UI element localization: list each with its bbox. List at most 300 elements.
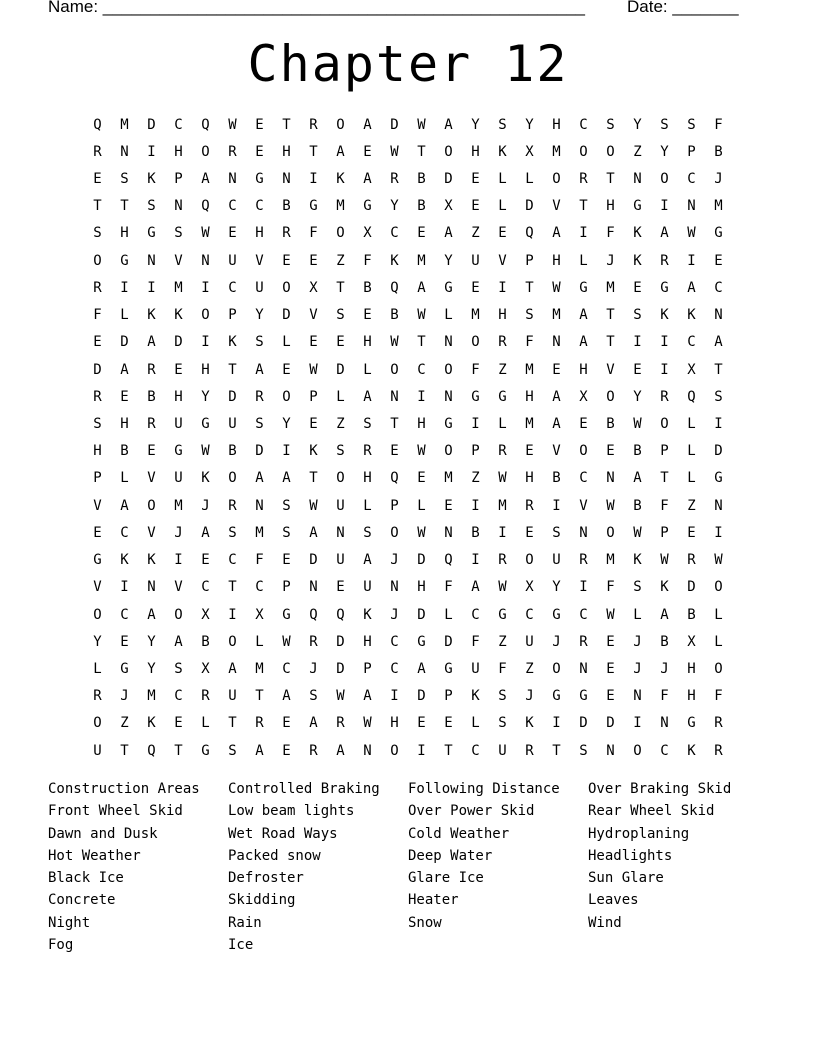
grid-letter: H	[201, 361, 210, 378]
grid-letter: G	[471, 388, 480, 405]
grid-letter: J	[390, 606, 399, 623]
grid-letter: K	[633, 552, 642, 569]
grid-letter: V	[579, 497, 588, 514]
grid-letter: K	[228, 334, 237, 351]
grid-letter: G	[363, 198, 372, 215]
grid-letter: T	[282, 116, 291, 133]
grid-letter: O	[660, 416, 669, 433]
grid-letter: G	[444, 416, 453, 433]
grid-letter: M	[498, 497, 507, 514]
grid-letter: Y	[390, 198, 399, 215]
grid-letter: L	[93, 660, 102, 677]
grid-letter: K	[687, 742, 696, 759]
grid-letter: O	[201, 307, 210, 324]
grid-letter: C	[120, 524, 129, 541]
grid-letter: F	[255, 552, 264, 569]
grid-letter: K	[471, 688, 480, 705]
grid-letter: Y	[525, 116, 534, 133]
grid-letter: A	[444, 225, 453, 242]
grid-letter: U	[336, 552, 345, 569]
grid-letter: H	[282, 143, 291, 160]
grid-letter: N	[228, 171, 237, 188]
grid-letter: F	[93, 307, 102, 324]
grid-letter: D	[606, 715, 615, 732]
grid-letter: Q	[687, 388, 696, 405]
grid-letter: A	[417, 279, 426, 296]
grid-letter: T	[606, 334, 615, 351]
grid-letter: T	[579, 198, 588, 215]
grid-letter: H	[93, 443, 102, 460]
grid-letter: B	[201, 633, 210, 650]
grid-letter: I	[147, 143, 156, 160]
grid-letter: G	[660, 279, 669, 296]
grid-letter: O	[579, 143, 588, 160]
grid-letter: E	[606, 688, 615, 705]
grid-letter: N	[147, 252, 156, 269]
grid-letter: A	[552, 388, 561, 405]
grid-letter: E	[417, 715, 426, 732]
grid-letter: K	[147, 171, 156, 188]
grid-letter: S	[147, 198, 156, 215]
header	[48, 0, 748, 17]
grid-letter: O	[444, 143, 453, 160]
grid-letter: U	[93, 742, 102, 759]
grid-letter: B	[120, 443, 129, 460]
grid-letter: G	[633, 198, 642, 215]
grid-letter: I	[552, 715, 561, 732]
grid-letter: V	[147, 470, 156, 487]
grid-letter: G	[309, 198, 318, 215]
grid-letter: I	[498, 524, 507, 541]
grid-letter: C	[174, 688, 183, 705]
grid-letter: A	[363, 688, 372, 705]
word-list-item: Night	[48, 914, 91, 931]
grid-letter: O	[174, 606, 183, 623]
grid-letter: Y	[255, 307, 264, 324]
grid-letter: J	[660, 660, 669, 677]
grid-letter: R	[201, 688, 210, 705]
grid-letter: S	[633, 579, 642, 596]
grid-letter: B	[471, 524, 480, 541]
grid-letter: G	[174, 443, 183, 460]
grid-letter: D	[336, 633, 345, 650]
grid-letter: E	[336, 334, 345, 351]
grid-letter: A	[714, 334, 723, 351]
grid-letter: W	[552, 279, 561, 296]
grid-letter: H	[174, 388, 183, 405]
grid-letter: W	[282, 633, 291, 650]
grid-letter: H	[174, 143, 183, 160]
grid-letter: U	[525, 633, 534, 650]
grid-letter: L	[363, 361, 372, 378]
grid-letter: R	[714, 715, 723, 732]
grid-letter: A	[444, 116, 453, 133]
grid-letter: E	[471, 198, 480, 215]
grid-letter: N	[363, 742, 372, 759]
grid-letter: N	[336, 524, 345, 541]
grid-letter: A	[660, 606, 669, 623]
grid-letter: D	[390, 116, 399, 133]
grid-letter: Q	[201, 198, 210, 215]
grid-letter: A	[174, 633, 183, 650]
grid-letter: N	[120, 143, 129, 160]
grid-letter: L	[282, 334, 291, 351]
word-list-item: Snow	[408, 914, 442, 931]
word-list-item: Over Power Skid	[408, 803, 535, 820]
grid-letter: C	[120, 606, 129, 623]
grid-letter: I	[552, 497, 561, 514]
grid-letter: G	[579, 279, 588, 296]
grid-letter: B	[390, 307, 399, 324]
grid-letter: X	[201, 606, 210, 623]
grid-letter: N	[714, 307, 723, 324]
grid-letter: C	[228, 552, 237, 569]
grid-letter: T	[309, 143, 318, 160]
grid-letter: F	[309, 225, 318, 242]
grid-letter: B	[417, 198, 426, 215]
grid-letter: R	[93, 143, 102, 160]
grid-letter: L	[714, 633, 723, 650]
word-list-item: Leaves	[588, 892, 639, 909]
grid-letter: H	[417, 416, 426, 433]
grid-letter: Q	[444, 552, 453, 569]
grid-letter: S	[120, 171, 129, 188]
grid-letter: H	[363, 633, 372, 650]
grid-letter: P	[660, 524, 669, 541]
grid-letter: G	[201, 416, 210, 433]
word-list-item: Wind	[588, 914, 622, 931]
grid-letter: W	[417, 307, 426, 324]
grid-letter: O	[390, 524, 399, 541]
grid-letter: N	[633, 688, 642, 705]
grid-letter: Z	[471, 470, 480, 487]
grid-letter: I	[498, 279, 507, 296]
grid-letter: T	[174, 742, 183, 759]
grid-letter: O	[444, 443, 453, 460]
grid-letter: G	[714, 225, 723, 242]
grid-letter: E	[525, 524, 534, 541]
grid-letter: P	[525, 252, 534, 269]
grid-letter: C	[255, 198, 264, 215]
grid-letter: S	[174, 225, 183, 242]
grid-letter: I	[579, 225, 588, 242]
grid-letter: I	[417, 388, 426, 405]
grid-letter: O	[633, 742, 642, 759]
grid-letter: I	[660, 334, 669, 351]
grid-letter: G	[579, 688, 588, 705]
grid-letter: H	[498, 307, 507, 324]
grid-letter: L	[120, 470, 129, 487]
grid-letter: G	[498, 388, 507, 405]
grid-letter: B	[606, 416, 615, 433]
word-list	[48, 778, 768, 956]
grid-letter: E	[390, 443, 399, 460]
grid-letter: O	[93, 715, 102, 732]
grid-letter: A	[282, 688, 291, 705]
grid-letter: M	[552, 307, 561, 324]
grid-letter: I	[471, 497, 480, 514]
grid-letter: S	[255, 416, 264, 433]
grid-letter: L	[471, 715, 480, 732]
grid-letter: P	[174, 171, 183, 188]
grid-letter: M	[255, 524, 264, 541]
grid-letter: U	[255, 279, 264, 296]
grid-letter: P	[228, 307, 237, 324]
grid-letter: E	[471, 279, 480, 296]
grid-letter: L	[120, 307, 129, 324]
grid-letter: S	[525, 307, 534, 324]
grid-letter: Y	[147, 633, 156, 650]
grid-letter: E	[417, 470, 426, 487]
grid-letter: Q	[309, 606, 318, 623]
grid-letter: C	[390, 225, 399, 242]
grid-letter: W	[417, 116, 426, 133]
grid-letter: O	[93, 606, 102, 623]
grid-letter: M	[444, 470, 453, 487]
grid-letter: H	[417, 579, 426, 596]
grid-letter: P	[687, 143, 696, 160]
grid-letter: O	[471, 334, 480, 351]
grid-letter: S	[498, 116, 507, 133]
grid-letter: H	[363, 470, 372, 487]
grid-letter: U	[174, 470, 183, 487]
grid-letter: A	[147, 606, 156, 623]
grid-letter: G	[417, 633, 426, 650]
grid-letter: Y	[282, 416, 291, 433]
grid-letter: B	[633, 443, 642, 460]
grid-letter: G	[201, 742, 210, 759]
grid-letter: O	[228, 470, 237, 487]
grid-letter: R	[525, 497, 534, 514]
grid-letter: C	[579, 116, 588, 133]
grid-letter: W	[633, 416, 642, 433]
grid-letter: D	[525, 198, 534, 215]
grid-letter: C	[471, 742, 480, 759]
grid-letter: X	[363, 225, 372, 242]
grid-letter: R	[93, 388, 102, 405]
grid-letter: D	[336, 361, 345, 378]
grid-letter: J	[120, 688, 129, 705]
word-list-item: Concrete	[48, 892, 116, 909]
grid-letter: L	[687, 416, 696, 433]
grid-letter: E	[255, 143, 264, 160]
grid-letter: Y	[201, 388, 210, 405]
word-list-item: Sun Glare	[588, 870, 664, 887]
grid-letter: O	[714, 660, 723, 677]
grid-letter: W	[417, 524, 426, 541]
grid-letter: O	[390, 742, 399, 759]
grid-letter: G	[93, 552, 102, 569]
grid-letter: T	[660, 470, 669, 487]
grid-letter: E	[525, 443, 534, 460]
grid-letter: W	[363, 715, 372, 732]
grid-letter: E	[201, 552, 210, 569]
grid-letter: Y	[444, 252, 453, 269]
grid-letter: A	[336, 742, 345, 759]
grid-letter: A	[471, 579, 480, 596]
grid-letter: E	[444, 497, 453, 514]
grid-letter: J	[174, 524, 183, 541]
grid-letter: S	[498, 715, 507, 732]
grid-letter: X	[525, 143, 534, 160]
grid-letter: T	[525, 279, 534, 296]
grid-letter: M	[552, 143, 561, 160]
grid-letter: B	[714, 143, 723, 160]
grid-letter: W	[498, 470, 507, 487]
grid-letter: D	[444, 171, 453, 188]
grid-letter: Y	[633, 116, 642, 133]
grid-letter: L	[444, 307, 453, 324]
grid-letter: I	[417, 742, 426, 759]
grid-letter: L	[579, 252, 588, 269]
grid-letter: X	[309, 279, 318, 296]
grid-letter: E	[282, 361, 291, 378]
grid-letter: I	[174, 552, 183, 569]
grid-letter: N	[255, 497, 264, 514]
grid-letter: T	[417, 334, 426, 351]
grid-letter: R	[363, 443, 372, 460]
word-list-item: Wet Road Ways	[228, 825, 338, 842]
grid-letter: I	[660, 198, 669, 215]
grid-letter: K	[363, 606, 372, 623]
grid-letter: M	[525, 361, 534, 378]
grid-letter: U	[471, 252, 480, 269]
grid-letter: E	[309, 334, 318, 351]
grid-letter: T	[120, 198, 129, 215]
grid-letter: Z	[336, 252, 345, 269]
grid-letter: D	[417, 552, 426, 569]
grid-letter: F	[471, 361, 480, 378]
grid-letter: J	[390, 552, 399, 569]
grid-letter: J	[633, 633, 642, 650]
grid-letter: E	[606, 443, 615, 460]
grid-letter: R	[255, 388, 264, 405]
grid-letter: V	[309, 307, 318, 324]
grid-letter: M	[255, 660, 264, 677]
grid-letter: T	[714, 361, 723, 378]
grid-letter: F	[498, 660, 507, 677]
grid-letter: W	[336, 688, 345, 705]
grid-letter: L	[336, 388, 345, 405]
grid-letter: H	[363, 334, 372, 351]
grid-letter: B	[417, 171, 426, 188]
grid-letter: J	[633, 660, 642, 677]
grid-letter: W	[606, 497, 615, 514]
grid-letter: P	[390, 497, 399, 514]
grid-letter: K	[633, 252, 642, 269]
word-list-item: Ice	[228, 937, 254, 954]
grid-letter: H	[120, 416, 129, 433]
grid-letter: W	[633, 524, 642, 541]
grid-letter: V	[174, 252, 183, 269]
grid-letter: R	[309, 742, 318, 759]
grid-letter: S	[174, 660, 183, 677]
grid-letter: R	[228, 497, 237, 514]
grid-letter: A	[660, 225, 669, 242]
grid-letter: R	[525, 742, 534, 759]
grid-letter: H	[525, 470, 534, 487]
grid-letter: Q	[93, 116, 102, 133]
grid-letter: A	[255, 742, 264, 759]
word-list-item: Following Distance	[408, 781, 560, 797]
grid-letter: O	[390, 361, 399, 378]
grid-letter: J	[714, 171, 723, 188]
grid-letter: C	[579, 470, 588, 487]
grid-letter: Q	[336, 606, 345, 623]
grid-letter: S	[309, 688, 318, 705]
grid-letter: O	[606, 143, 615, 160]
grid-letter: Q	[147, 742, 156, 759]
grid-letter: Q	[390, 279, 399, 296]
grid-letter: A	[228, 660, 237, 677]
grid-letter: R	[498, 334, 507, 351]
grid-letter: S	[660, 116, 669, 133]
grid-letter: T	[93, 198, 102, 215]
grid-letter: A	[120, 497, 129, 514]
grid-letter: W	[687, 225, 696, 242]
grid-letter: X	[687, 633, 696, 650]
grid-letter: R	[282, 225, 291, 242]
grid-letter: T	[228, 361, 237, 378]
grid-letter: C	[471, 606, 480, 623]
grid-letter: Z	[120, 715, 129, 732]
grid-letter: B	[228, 443, 237, 460]
grid-letter: T	[336, 279, 345, 296]
grid-letter: H	[687, 688, 696, 705]
grid-letter: H	[687, 660, 696, 677]
grid-letter: Y	[660, 143, 669, 160]
grid-letter: M	[147, 688, 156, 705]
grid-letter: S	[633, 307, 642, 324]
grid-letter: Z	[525, 660, 534, 677]
grid-letter: L	[498, 171, 507, 188]
grid-letter: B	[633, 497, 642, 514]
grid-letter: A	[579, 307, 588, 324]
grid-letter: C	[687, 171, 696, 188]
grid-letter: T	[228, 579, 237, 596]
grid-letter: R	[687, 552, 696, 569]
grid-letter: N	[390, 579, 399, 596]
grid-letter: E	[309, 252, 318, 269]
grid-letter: C	[687, 334, 696, 351]
grid-letter: Q	[201, 116, 210, 133]
grid-letter: K	[687, 307, 696, 324]
grid-letter: A	[201, 524, 210, 541]
grid-letter: L	[498, 198, 507, 215]
grid-letter: L	[687, 470, 696, 487]
word-list-item: Cold Weather	[408, 825, 510, 842]
grid-letter: J	[201, 497, 210, 514]
word-list-item: Front Wheel Skid	[48, 803, 183, 820]
grid-letter: U	[363, 579, 372, 596]
grid-letter: S	[579, 742, 588, 759]
grid-letter: N	[444, 524, 453, 541]
grid-letter: F	[444, 579, 453, 596]
grid-letter: I	[309, 171, 318, 188]
grid-letter: R	[147, 416, 156, 433]
grid-letter: T	[309, 470, 318, 487]
grid-letter: P	[363, 660, 372, 677]
grid-letter: R	[336, 715, 345, 732]
grid-letter: S	[363, 524, 372, 541]
grid-letter: A	[363, 388, 372, 405]
grid-letter: J	[309, 660, 318, 677]
grid-letter: V	[93, 579, 102, 596]
grid-letter: N	[579, 660, 588, 677]
grid-letter: R	[390, 171, 399, 188]
grid-letter: E	[282, 552, 291, 569]
grid-letter: A	[120, 361, 129, 378]
